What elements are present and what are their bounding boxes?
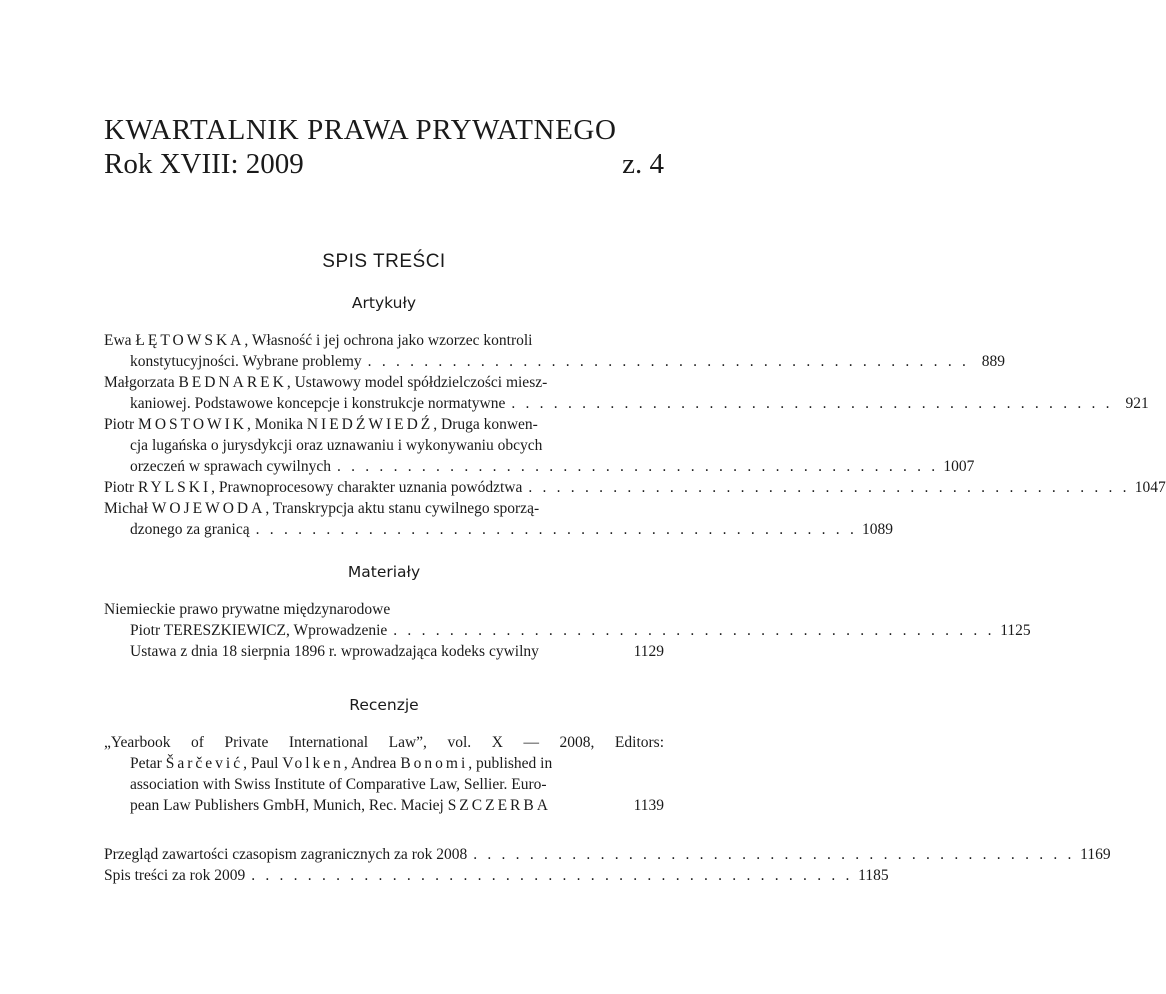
entry-line: „Yearbook of Private International Law”, vol. X — 2008, Editors: (104, 734, 664, 751)
entry-line-last: konstytucyjności. Wybrane problemy . . . . . . . . . . . . . . . . . . . . . . . . . . . . . . . . . . . . . . . . . . . 889 (130, 353, 1006, 370)
entry-line-last: dzonego za granicą . . . . . . . . . . . . . . . . . . . . . . . . . . . . . . . . . . . . . . . . . . . 1089 (130, 521, 894, 538)
entry-line: Małgorzata BEDNAREK, Ustawowy model spółdzielczości miesz- (104, 374, 548, 391)
page-number: 1139 (633, 797, 664, 814)
leader-dots: . . . . . . . . . . . . . . . . . . . . . . . . . . . . . . . . . . . . . . . . . . . (255, 521, 858, 538)
leader-dots: . . . . . . . . . . . . . . . . . . . . . . . . . . . . . . . . . . . . . . . . . . . (393, 622, 995, 639)
entry-line-last: pean Law Publishers GmbH, Munich, Rec. Maciej SZCZERBA 1139 (130, 797, 664, 814)
toc-entry-yearbook-review[interactable] (104, 732, 664, 816)
leader-dots: . . . . . . . . . . . . . . . . . . . . . . . . . . . . . . . . . . . . . . . . . . . (528, 479, 1130, 496)
toc-entry-rylski[interactable] (104, 477, 1166, 498)
author-name: BEDNAREK (178, 374, 287, 391)
page-number: 1129 (633, 643, 664, 660)
page-number: 1125 (1000, 622, 1031, 639)
toc-entry-letowska[interactable] (104, 330, 1006, 372)
author-name: WOJEWODA (151, 500, 266, 517)
issue-number: z. 4 (622, 148, 664, 180)
issue-line (104, 146, 664, 182)
page-number: 1185 (858, 867, 889, 884)
entry-line-last: Spis treści za rok 2009 . . . . . . . . . . . . . . . . . . . . . . . . . . . . . . . . . . . . . . . . . . . 1185 (104, 867, 889, 884)
leader-dots: . . . . . . . . . . . . . . . . . . . . . . . . . . . . . . . . . . . . . . . . . . . (336, 458, 939, 475)
entry-line: cja lugańska o jurysdykcji oraz uznawaniu i wykonywaniu obcych (130, 437, 543, 454)
toc-entry-ustawa[interactable] (104, 641, 664, 662)
entry-line-last: kaniowej. Podstawowe koncepcje i konstrukcje normatywne . . . . . . . . . . . . . . . . . . . . . . . . . . . . . . . . . . . . . . . . . . . 921 (130, 395, 1149, 412)
entry-line-last: Ustawa z dnia 18 sierpnia 1896 r. wprowadzająca kodeks cywilny 1129 (130, 643, 664, 660)
entry-line: Ewa ŁĘTOWSKA, Własność i jej ochrona jako wzorzec kontroli (104, 332, 533, 349)
page-number: 1007 (943, 458, 975, 475)
section-heading-materials: Materiały (347, 563, 421, 581)
toc-entry-tereszkiewicz[interactable] (104, 620, 1031, 641)
section-heading-articles: Artykuły (351, 294, 417, 312)
page-number: 889 (981, 353, 1006, 370)
entry-line-last: Piotr TERESZKIEWICZ, Wprowadzenie . . . . . . . . . . . . . . . . . . . . . . . . . . . . . . . . . . . . . . . . . . . 1125 (130, 622, 1031, 639)
year-label: Rok XVIII: 2009 (104, 148, 304, 180)
author-name: NIEDŹWIEDŹ (306, 416, 434, 433)
page-number: 1047 (1134, 479, 1166, 496)
entry-line: Michał WOJEWODA, Transkrypcja aktu stanu cywilnego sporzą- (104, 500, 540, 517)
author-name: RYLSKI (138, 479, 212, 496)
author-name: Piotr TERESZKIEWICZ (130, 622, 286, 639)
page-number: 1089 (862, 521, 894, 538)
author-name: MOSTOWIK (138, 416, 247, 433)
entry-line: association with Swiss Institute of Comparative Law, Sellier. Euro- (130, 776, 547, 793)
entry-line: Petar Šarčević, Paul Volken, Andrea Bonomi, published in (130, 755, 553, 772)
section-heading-reviews: Recenzje (349, 696, 419, 714)
toc-entry-mostowik[interactable] (104, 414, 975, 477)
toc-entry-przeglad[interactable] (104, 844, 1111, 865)
leader-dots: . . . . . . . . . . . . . . . . . . . . . . . . . . . . . . . . . . . . . . . . . . . (473, 846, 1075, 863)
page-number: 1169 (1080, 846, 1111, 863)
leader-dots: . . . . . . . . . . . . . . . . . . . . . . . . . . . . . . . . . . . . . . . . . . . (511, 395, 1113, 412)
author-name: ŁĘTOWSKA (135, 332, 245, 349)
entry-line: Piotr MOSTOWIK, Monika NIEDŹWIEDŹ, Druga konwen- (104, 416, 538, 433)
entry-line-last: Piotr RYLSKI, Prawnoprocesowy charakter uznania powództwa . . . . . . . . . . . . . . . . . . . . . . . . . . . . . . . . . . . . . . . . . . . 1047 (104, 479, 1166, 496)
toc-heading: SPIS TREŚCI (322, 251, 446, 272)
entry-line-last: orzeczeń w sprawach cywilnych . . . . . . . . . . . . . . . . . . . . . . . . . . . . . . . . . . . . . . . . . . . 1007 (130, 458, 975, 475)
toc-entry-spis-tresci-2009[interactable] (104, 865, 889, 886)
leader-dots: . . . . . . . . . . . . . . . . . . . . . . . . . . . . . . . . . . . . . . . . . . . (367, 353, 970, 370)
toc-group-german-law (104, 599, 664, 620)
page-number: 921 (1125, 395, 1149, 412)
leader-dots: . . . . . . . . . . . . . . . . . . . . . . . . . . . . . . . . . . . . . . . . . . . (251, 867, 853, 884)
entry-line-last: Przegląd zawartości czasopism zagranicznych za rok 2008 . . . . . . . . . . . . . . . . . . . . . . . . . . . . . . . . . . . . . . . . . . . 1169 (104, 846, 1111, 863)
author-name: SZCZERBA (447, 797, 551, 814)
journal-title: KWARTALNIK PRAWA PRYWATNEGO (104, 114, 617, 146)
toc-entry-bednarek[interactable] (104, 372, 1149, 414)
group-title: Niemieckie prawo prywatne międzynarodowe (104, 601, 391, 618)
toc-entry-wojewoda[interactable] (104, 498, 894, 540)
